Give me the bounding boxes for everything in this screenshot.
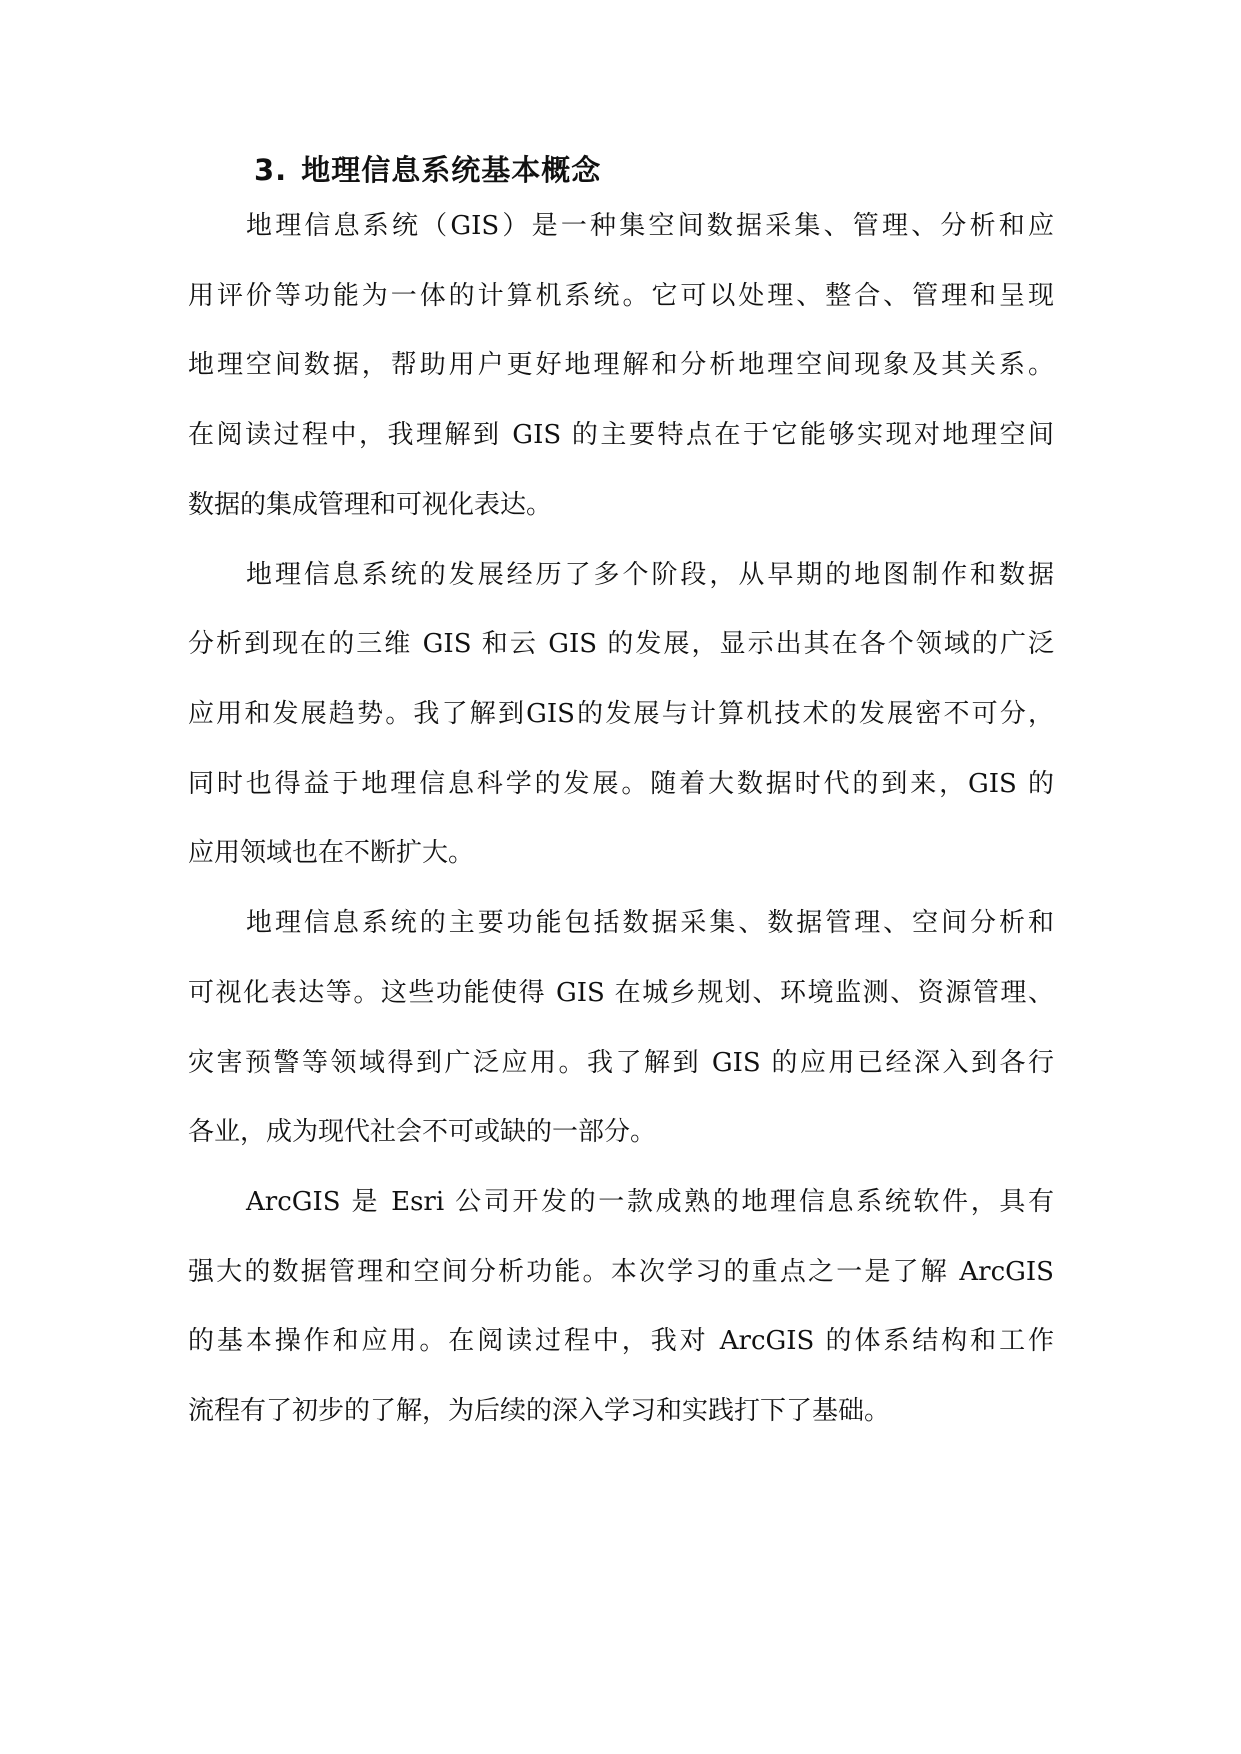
section-heading [254,150,601,190]
paragraph-2-line-5: 应用领域也在不断扩大。 [188,838,475,868]
paragraph-1-line-4: 在阅读过程中，我理解到 GIS 的主要特点在于它能够实现对地理空间 [188,420,1054,450]
paragraph-2-line-1: 地理信息系统的发展经历了多个阶段，从早期的地图制作和数据 [246,560,1054,590]
paragraph-2-line-2: 分析到现在的三维 GIS 和云 GIS 的发展，显示出其在各个领域的广泛 [188,629,1054,659]
paragraph-4-line-3: 的基本操作和应用。在阅读过程中，我对 ArcGIS 的体系结构和工作 [188,1326,1054,1356]
paragraph-4-line-4: 流程有了初步的了解，为后续的深入学习和实践打下了基础。 [188,1396,891,1426]
paragraph-3-line-2: 可视化表达等。这些功能使得 GIS 在城乡规划、环境监测、资源管理、 [188,978,1054,1008]
paragraph-1-line-2: 用评价等功能为一体的计算机系统。它可以处理、整合、管理和呈现 [188,281,1054,311]
paragraph-1-line-5: 数据的集成管理和可视化表达。 [188,490,553,520]
paragraph-2-line-4: 同时也得益于地理信息科学的发展。随着大数据时代的到来，GIS 的 [188,769,1054,799]
section-number: 3. [254,153,288,187]
paragraph-3-line-3: 灾害预警等领域得到广泛应用。我了解到 GIS 的应用已经深入到各行 [188,1048,1054,1078]
paragraph-3-line-4: 各业，成为现代社会不可或缺的一部分。 [188,1117,657,1147]
paragraph-4-line-2: 强大的数据管理和空间分析功能。本次学习的重点之一是了解 ArcGIS [188,1257,1054,1287]
paragraph-4-line-1: ArcGIS 是 Esri 公司开发的一款成熟的地理信息系统软件，具有 [246,1187,1054,1217]
paragraph-1-line-3: 地理空间数据，帮助用户更好地理解和分析地理空间现象及其关系。 [188,350,1054,380]
paragraph-3-line-1: 地理信息系统的主要功能包括数据采集、数据管理、空间分析和 [246,908,1054,938]
paragraph-2-line-3: 应用和发展趋势。我了解到GIS的发展与计算机技术的发展密不可分， [188,699,1054,729]
section-title: 地理信息系统基本概念 [301,153,602,187]
paragraph-1-line-1: 地理信息系统（GIS）是一种集空间数据采集、管理、分析和应 [246,211,1054,241]
